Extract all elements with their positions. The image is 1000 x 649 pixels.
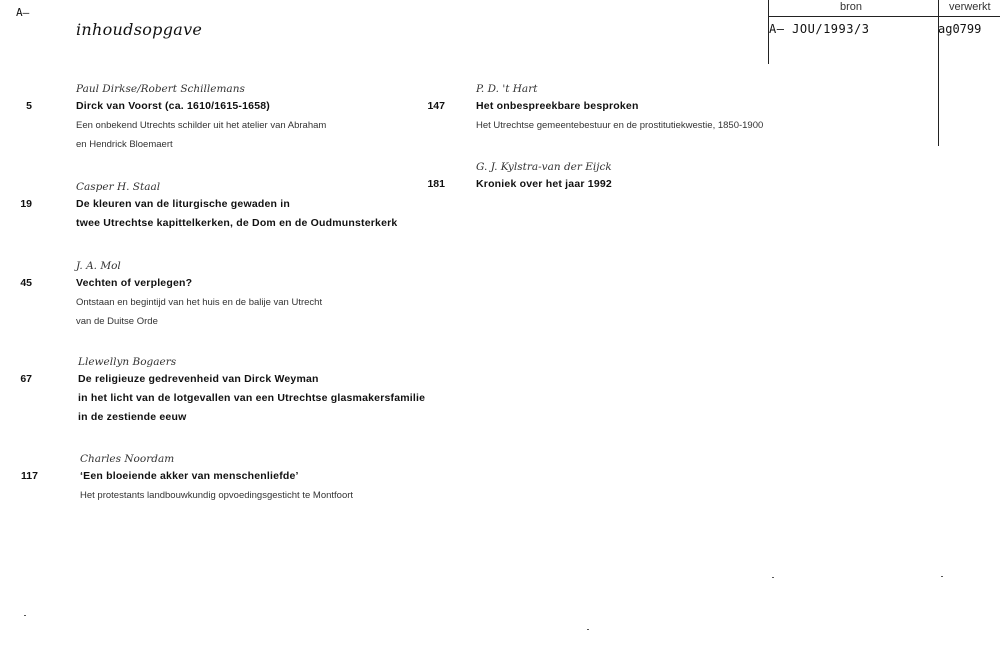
entry-title-line: in het licht van de lotgevallen van een Utrechtse glasmakersfamilie [78,392,426,404]
entry-title-line: Kroniek over het jaar 1992 [476,178,612,190]
entry-subtitle-line: van de Duitse Orde [76,316,158,327]
entry-subtitle-line: Ontstaan en begintijd van het huis en de balije van Utrecht [76,297,323,308]
entry-title-line: Het onbespreekbare besproken [476,100,639,112]
entry-subtitle-line: Het Utrechtse gemeentebestuur en de prostitutiekwestie, 1850-1900 [476,120,764,131]
entry-author: Casper H. Staal [76,181,161,193]
scan-speck [24,615,26,616]
stamp-value-bron: A— JOU/1993/3 [769,22,870,36]
entry-title-line: ‘Een bloeiende akker van menschenliefde’ [80,470,299,482]
entry-title-line: twee Utrechtse kapittelkerken, de Dom en de Oudmunsterkerk [76,217,398,229]
entry-author: Llewellyn Bogaers [78,356,177,368]
entry-title-line: in de zestiende eeuw [78,411,187,423]
entry-page-number: 5 [26,100,32,112]
entry-author: P. D. 't Hart [476,83,538,95]
page-title: inhoudsopgave [76,20,203,39]
entry-page-number: 147 [427,100,445,112]
scan-speck [941,576,943,577]
entry-subtitle-line: Een onbekend Utrechts schilder uit het atelier van Abraham [76,120,327,131]
entry-page-number: 19 [20,198,32,210]
entry-title-line: Vechten of verplegen? [76,277,193,289]
scan-speck [587,629,589,630]
stamp-value-verwerkt: ag0799 [938,22,982,36]
archive-stamp [768,0,1000,64]
entry-author: J. A. Mol [76,260,121,272]
entry-page-number: 181 [427,178,445,190]
entry-page-number: 117 [21,470,38,482]
entry-subtitle-line: en Hendrick Bloemaert [76,139,173,150]
stamp-header-rule [768,16,1000,17]
entry-author: Paul Dirkse/Robert Schillemans [76,83,245,95]
stamp-header-verwerkt: verwerkt [949,1,991,13]
stamp-header-bron: bron [840,1,863,13]
scan-speck [772,577,774,578]
entry-author: G. J. Kylstra-van der Eijck [476,161,612,173]
entry-page-number: 67 [20,373,32,385]
entry-page-number: 45 [20,277,32,289]
entry-author: Charles Noordam [80,453,175,465]
entry-title-line: De kleuren van de liturgische gewaden in [76,198,290,210]
corner-mark: A— [16,6,30,19]
entry-subtitle-line: Het protestants landbouwkundig opvoedingsgesticht te Montfoort [80,490,354,501]
entry-title-line: De religieuze gedrevenheid van Dirck Weyman [78,373,319,385]
entry-title-line: Dirck van Voorst (ca. 1610/1615-1658) [76,100,270,112]
